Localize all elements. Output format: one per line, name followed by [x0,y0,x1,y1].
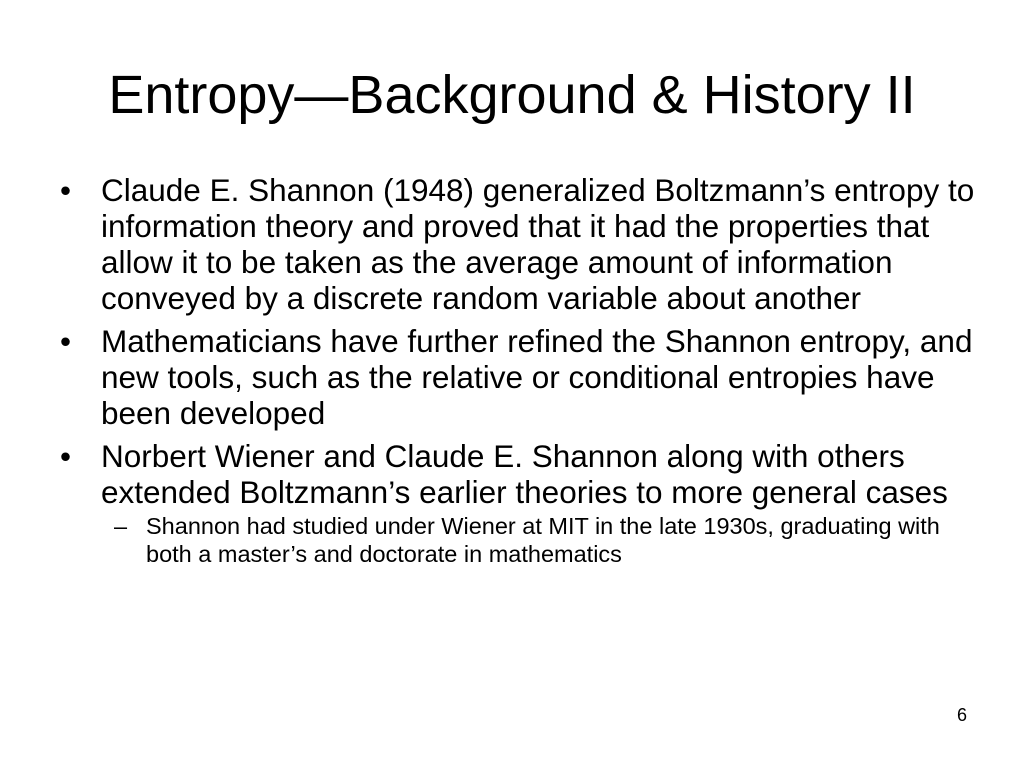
bullet-marker: • [60,323,72,359]
bullet-text: Claude E. Shannon (1948) generalized Boltzmann’s entropy to information theory and proved that it had the properties that allow it to be taken as the average amount of information conveyed by a discrete random variable about another [101,172,975,316]
bullet-text: Norbert Wiener and Claude E. Shannon along with others extended Boltzmann’s earlier theories to more general cases [101,438,948,510]
bullet-item [60,172,980,316]
bullet-marker: • [60,438,72,474]
bullet-text: Mathematicians have further refined the Shannon entropy, and new tools, such as the relative or conditional entropies have been developed [101,323,973,431]
sub-bullet-text: Shannon had studied under Wiener at MIT in the late 1930s, graduating with both a master’s and doctorate in mathematics [146,513,940,567]
sub-bullet-item [101,512,980,568]
bullet-marker: • [60,172,72,208]
bullet-list [60,172,980,575]
sub-bullet-marker: – [114,513,128,539]
bullet-item [60,323,980,431]
bullet-item [60,438,980,568]
slide-title: Entropy—Background & History II [108,65,916,125]
page-number: 6 [956,705,967,725]
sub-bullet-list [101,512,980,568]
